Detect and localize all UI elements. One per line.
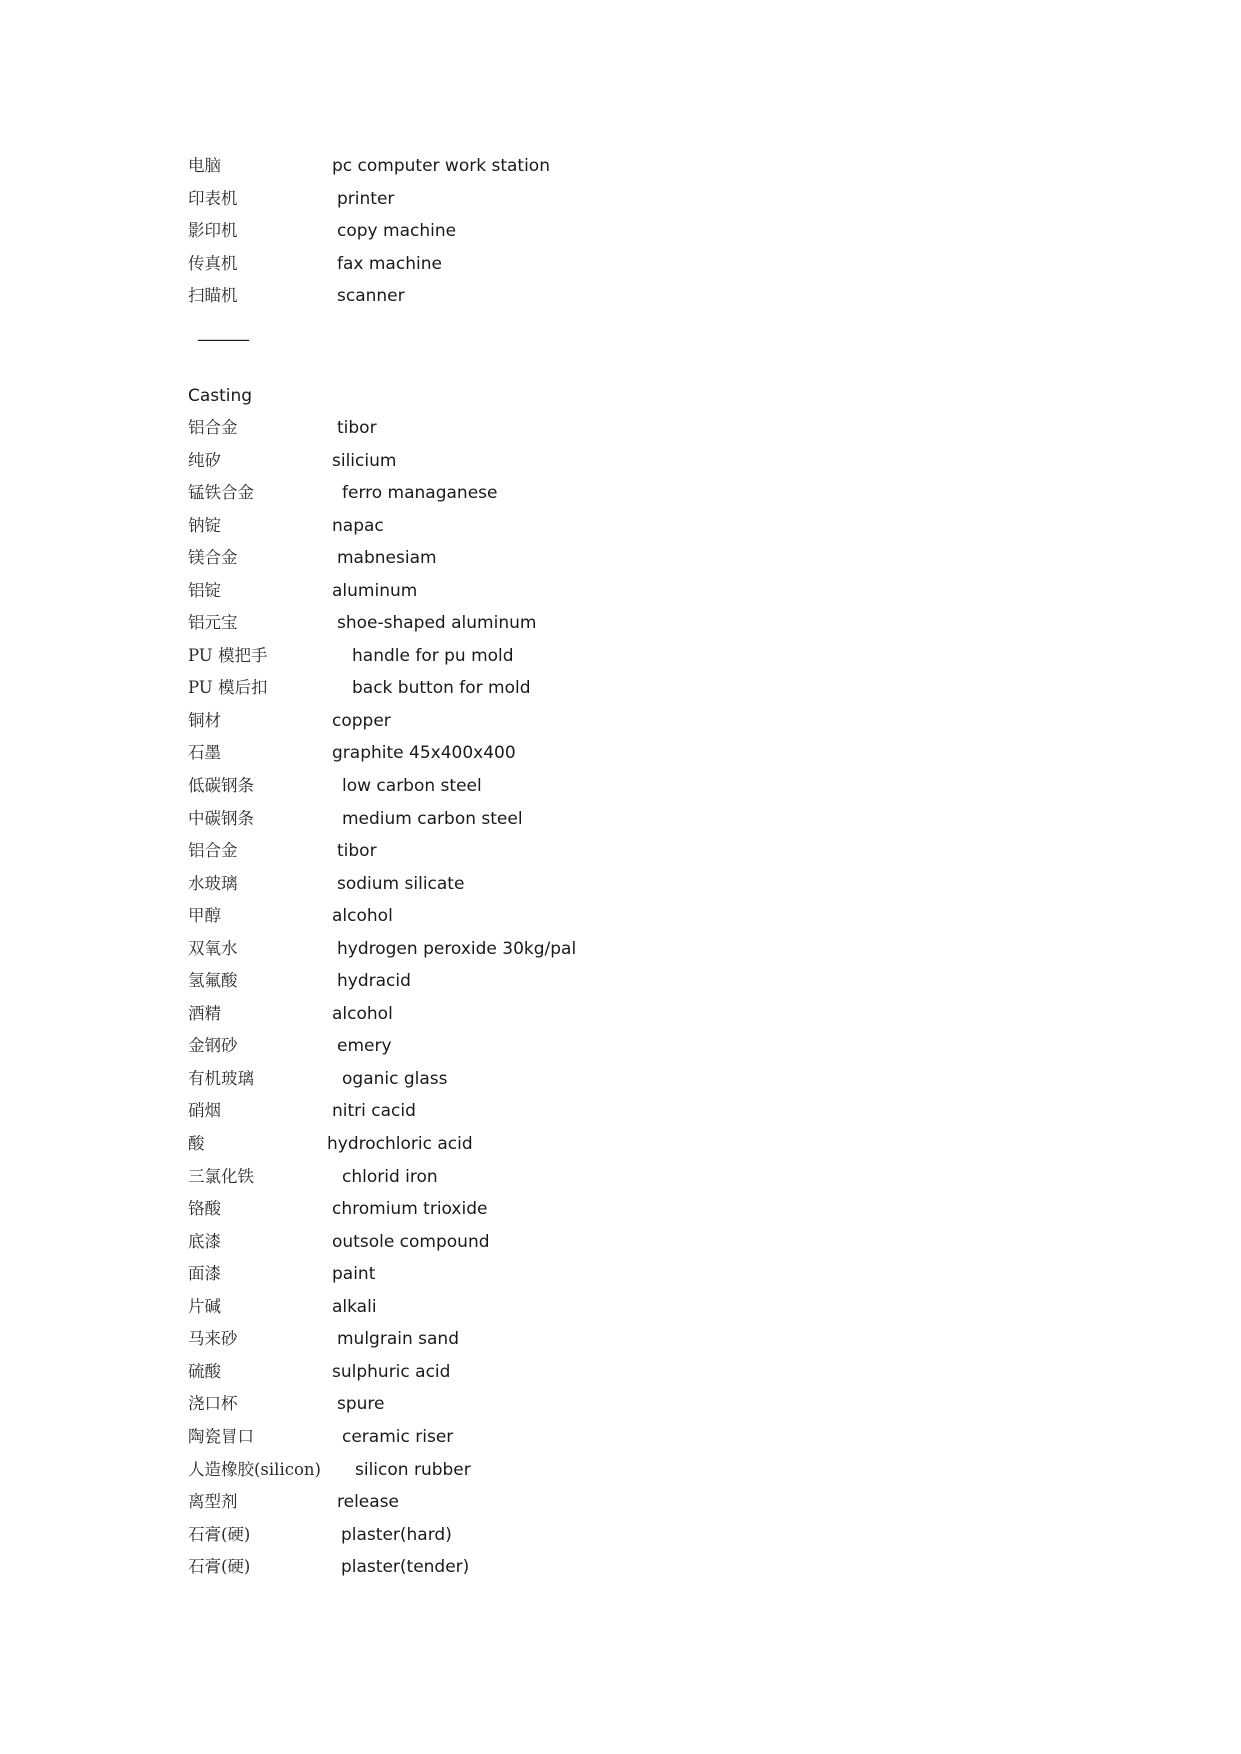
term-english: release	[337, 1492, 399, 1513]
term-chinese: 锰铁合金	[188, 483, 254, 503]
term-english: chlorid iron	[342, 1166, 438, 1187]
term-english: chromium trioxide	[332, 1199, 488, 1220]
list-item	[188, 1095, 888, 1128]
list-item	[188, 542, 888, 575]
term-chinese: 纯矽	[188, 450, 221, 470]
list-item	[188, 1291, 888, 1324]
term-chinese: 甲醇	[188, 906, 221, 926]
list-item	[188, 1551, 888, 1584]
list-item	[188, 672, 888, 705]
term-english: alcohol	[332, 906, 393, 927]
term-chinese: 铝合金	[188, 418, 238, 437]
term-chinese: 传真机	[188, 253, 238, 273]
term-english: paint	[332, 1264, 376, 1285]
term-chinese: PU 模后扣	[188, 678, 268, 698]
list-item	[188, 510, 888, 543]
term-chinese: 扫瞄机	[188, 286, 238, 306]
list-item	[188, 737, 888, 770]
list-item	[188, 575, 888, 608]
term-english: fax machine	[337, 253, 442, 274]
list-item	[188, 412, 888, 445]
list-item	[188, 1356, 888, 1389]
term-english: handle for pu mold	[352, 645, 514, 666]
term-chinese: 三氯化铁	[188, 1166, 254, 1186]
term-chinese: 面漆	[188, 1264, 221, 1284]
list-item	[188, 1421, 888, 1454]
list-item	[188, 280, 888, 313]
term-chinese: 马来砂	[188, 1329, 238, 1349]
term-english: emery	[337, 1036, 392, 1057]
list-item	[188, 183, 888, 216]
term-chinese: 铜材	[188, 710, 221, 730]
term-english: hydrochloric acid	[327, 1134, 473, 1155]
term-chinese: 酒精	[188, 1003, 221, 1023]
term-chinese: 低碳钢条	[188, 776, 254, 796]
section-heading: Casting	[188, 386, 253, 406]
term-chinese: 酸	[188, 1134, 205, 1154]
term-chinese: 铬酸	[188, 1199, 221, 1219]
term-english: back button for mold	[352, 678, 531, 699]
term-chinese: 钠锭	[188, 515, 221, 535]
term-english: hydrogen peroxide 30kg/pal	[337, 938, 577, 959]
term-english: alkali	[332, 1296, 377, 1317]
term-english: graphite 45x400x400	[332, 743, 516, 764]
term-english: copy machine	[337, 221, 457, 242]
list-item	[188, 1486, 888, 1519]
term-chinese: 影印机	[188, 221, 238, 241]
list-item	[188, 607, 888, 640]
list-item	[188, 248, 888, 281]
list-item	[188, 640, 888, 673]
term-chinese: PU 模把手	[188, 645, 268, 665]
term-english: plaster(tender)	[341, 1557, 470, 1578]
term-english: napac	[332, 515, 384, 536]
term-english: mulgrain sand	[337, 1329, 459, 1350]
term-english: ferro managanese	[342, 483, 498, 504]
term-english: sodium silicate	[337, 873, 465, 894]
list-item	[188, 445, 888, 478]
term-english: pc computer work station	[332, 156, 550, 176]
term-chinese: 陶瓷冒口	[188, 1426, 254, 1446]
term-chinese: 铝合金	[188, 841, 238, 861]
list-item	[188, 1161, 888, 1194]
term-english: sulphuric acid	[332, 1361, 451, 1382]
term-chinese: 电脑	[188, 156, 221, 175]
list-item	[188, 1323, 888, 1356]
term-chinese: 片碱	[188, 1296, 221, 1316]
term-english: tibor	[337, 841, 377, 862]
term-chinese: 石膏(硬)	[188, 1557, 251, 1577]
office-equipment-list	[188, 150, 888, 313]
term-chinese: 中碳钢条	[188, 808, 254, 828]
term-chinese: 印表机	[188, 188, 238, 208]
term-chinese: 氢氟酸	[188, 971, 238, 991]
list-item	[188, 1258, 888, 1291]
term-chinese: 离型剂	[188, 1492, 238, 1512]
list-item	[188, 215, 888, 248]
term-chinese: 浇口杯	[188, 1394, 238, 1414]
term-chinese: 镁合金	[188, 548, 238, 568]
term-english: hydracid	[337, 971, 411, 992]
term-english: oganic glass	[342, 1068, 448, 1089]
list-item	[188, 965, 888, 998]
term-chinese: 人造橡胶(silicon)	[188, 1459, 321, 1479]
list-item	[188, 835, 888, 868]
list-item	[188, 477, 888, 510]
term-english: copper	[332, 710, 391, 731]
term-english: tibor	[337, 418, 377, 438]
term-english: scanner	[337, 286, 405, 307]
term-chinese: 铝锭	[188, 580, 221, 600]
list-item	[188, 900, 888, 933]
list-item	[188, 1128, 888, 1161]
term-english: low carbon steel	[342, 776, 482, 797]
term-english: outsole compound	[332, 1231, 490, 1252]
casting-materials-list	[188, 412, 888, 1584]
list-item	[188, 933, 888, 966]
list-item	[188, 1030, 888, 1063]
term-english: silicium	[332, 450, 397, 471]
term-chinese: 硫酸	[188, 1361, 221, 1381]
term-english: aluminum	[332, 580, 418, 601]
term-english: ceramic riser	[342, 1426, 454, 1447]
term-chinese: 铝元宝	[188, 613, 238, 633]
term-english: spure	[337, 1394, 385, 1415]
term-english: medium carbon steel	[342, 808, 523, 829]
list-item	[188, 1454, 888, 1487]
term-english: plaster(hard)	[341, 1524, 452, 1545]
term-chinese: 水玻璃	[188, 873, 238, 893]
divider-line: ______	[198, 322, 249, 342]
term-chinese: 石膏(硬)	[188, 1524, 251, 1544]
list-item	[188, 1519, 888, 1552]
list-item	[188, 150, 888, 183]
term-english: alcohol	[332, 1003, 393, 1024]
list-item	[188, 1388, 888, 1421]
term-english: silicon rubber	[355, 1459, 471, 1480]
list-item	[188, 770, 888, 803]
term-chinese: 双氧水	[188, 938, 238, 958]
term-chinese: 硝烟	[188, 1101, 221, 1121]
list-item	[188, 1193, 888, 1226]
term-chinese: 金钢砂	[188, 1036, 238, 1056]
list-item	[188, 803, 888, 836]
list-item	[188, 998, 888, 1031]
term-chinese: 有机玻璃	[188, 1068, 254, 1088]
term-chinese: 底漆	[188, 1231, 221, 1251]
list-item	[188, 705, 888, 738]
list-item	[188, 1063, 888, 1096]
term-english: shoe-shaped aluminum	[337, 613, 537, 634]
term-english: printer	[337, 188, 395, 209]
term-english: nitri cacid	[332, 1101, 416, 1122]
term-english: mabnesiam	[337, 548, 437, 569]
term-chinese: 石墨	[188, 743, 221, 763]
list-item	[188, 868, 888, 901]
list-item	[188, 1226, 888, 1259]
